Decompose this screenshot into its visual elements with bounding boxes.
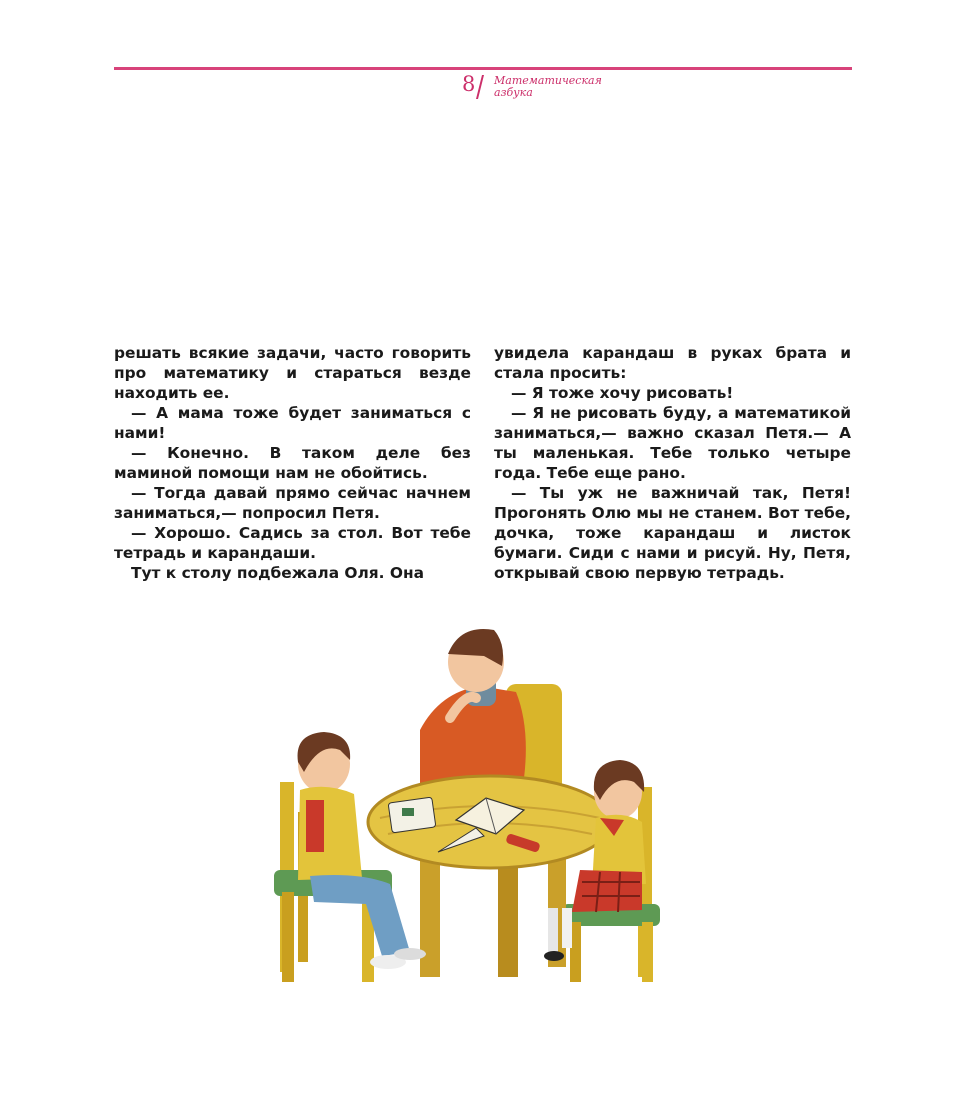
paragraph: решать всякие задачи, часто говорить про математику и стараться везде находить ее. [114,344,471,402]
paragraph: Тут к столу подбежала Оля. Она [131,564,424,582]
paragraph: — Конечно. В таком деле без маминой помощи нам не обойтись. [114,444,471,482]
header-slash [476,75,484,99]
paragraph: — Я тоже хочу рисовать! [511,384,734,402]
text-column-right [494,343,851,583]
header-rule [114,67,852,70]
notebook-label [402,808,414,816]
page-number: 8 [462,72,476,96]
paragraph: — Хорошо. Садись за стол. Вот тебе тетрадь и карандаши. [114,524,471,562]
book-title-line2: азбука [494,86,533,99]
text-column-left [114,343,471,583]
paragraph: — Ты уж не важничай так, Петя! Прогонять Олю мы не станем. Вот тебе, дочка, тоже карандаш и листок бумаги. Сиди с нами и рисуй. Ну, Петя, открывай свою первую тетрадь. [494,484,851,582]
paragraph: — Я не рисовать буду, а математикой заниматься,— важно сказал Петя.— А ты маленькая. Тебе только четыре года. Тебе еще рано. [494,404,851,482]
father-figure [420,629,526,797]
book-title-line1: Математическая [494,74,602,87]
book-title [494,75,614,99]
family-at-table-illustration [270,622,680,992]
paragraph: — Тогда давай прямо сейчас начнем заниматься,— попросил Петя. [114,484,471,522]
paragraph: — А мама тоже будет заниматься с нами! [114,404,471,442]
paragraph: увидела карандаш в руках брата и стала просить: [494,344,851,382]
